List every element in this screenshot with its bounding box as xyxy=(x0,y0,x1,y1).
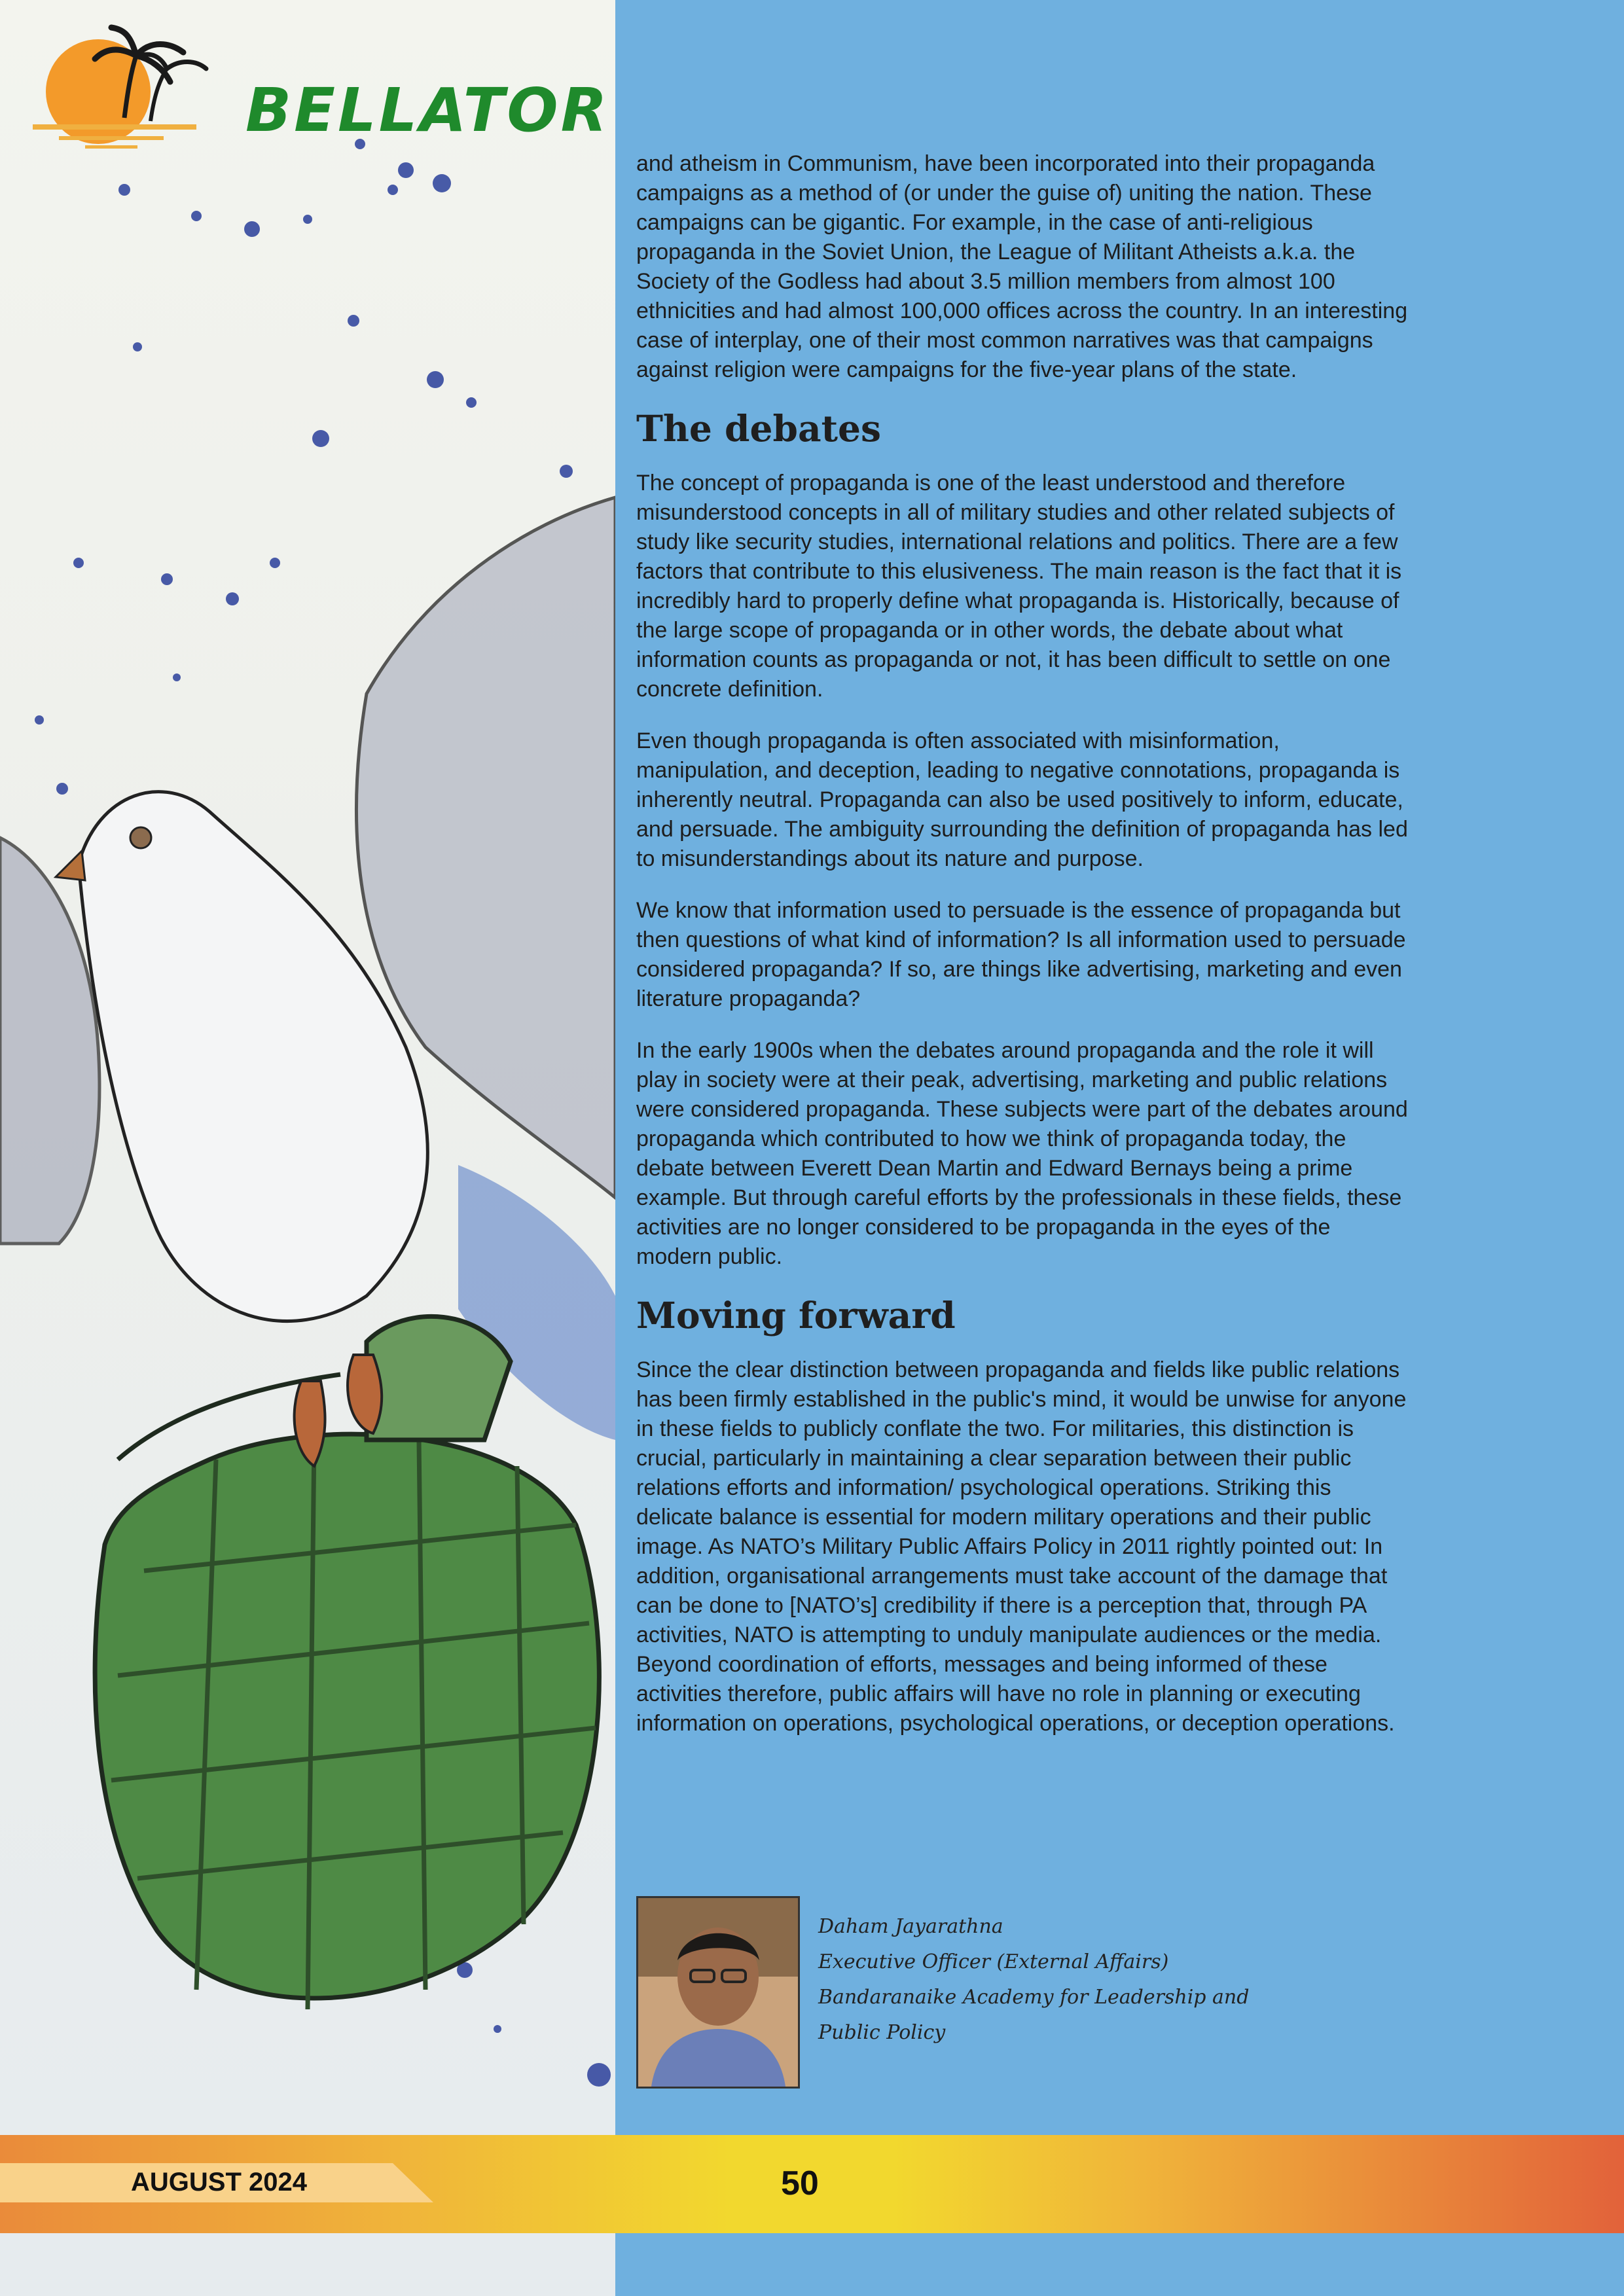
brand-name: BELLATOR xyxy=(245,75,610,145)
author-org: Bandaranaike Academy for Leadership and xyxy=(818,1986,1250,2009)
author-name: Daham Jayarathna xyxy=(818,1915,1003,1938)
author-org-cont: Public Policy xyxy=(818,2021,946,2044)
paragraph: and atheism in Communism, have been incorporated into their propaganda campaigns as a method of (or under the guise of) uniting the nation. These campaigns can be gigantic. For example, in the case of anti-religious propaganda in the Soviet Union, the League of Militant Atheists a.k.a. the Society of the Godless had about 3.5 million members from almost 100 ethnicities and had almost 100,000 offices across the country. In an interesting case of interplay, one of their most common narratives was that campaigns against religion were campaigns for the five-year plans of the state. xyxy=(636,151,1408,382)
page-footer xyxy=(0,2135,1624,2233)
paragraph: We know that information used to persuade is the essence of propaganda but then questions of what kind of information? Is all information used to persuade considered propaganda? If so, are things like advertising, marketing and even literature propaganda? xyxy=(636,898,1406,1011)
palm-sunset-icon xyxy=(20,20,229,170)
issue-date: AUGUST 2024 xyxy=(131,2168,307,2197)
section-heading: The debates xyxy=(636,407,881,450)
section-heading: Moving forward xyxy=(636,1294,956,1336)
paragraph: Since the clear distinction between propaganda and fields like public relations has been firmly established in the public's mind, it would be unwise for anyone in these fields to publicly conflate the two. For militaries, this distinction is crucial, particularly in maintaining a clear separation between their public relations efforts and information/ psychological operations. Striking this delicate balance is essential for modern military operations and their public image. As NATO’s Military Public Affairs Policy in 2011 rightly pointed out: In addition, organisational arrangements must take account of the damage that can be done to [NATO’s] credibility if there is a perception that, through PA activities, NATO is attempting to unduly manipulate audiences or the media. Beyond coordination of efforts, messages and being informed of these activities therefore, public affairs will have no role in planning or executing information on operations, psychological operations, or deception operations. xyxy=(636,1357,1407,1736)
article-body xyxy=(636,149,1409,1761)
paragraph: The concept of propaganda is one of the least understood and therefore misunderstood concepts in all of military studies and other related subjects of study like security studies, international relations and politics. There are a few factors that contribute to this elusiveness. The main reason is the fact that it is incredibly hard to properly define what propaganda is. Historically, because of the large scope of propaganda or in other words, the debate about what information counts as propaganda or not, it has been difficult to settle on one concrete definition. xyxy=(636,471,1402,702)
grenade xyxy=(95,1316,599,2009)
artwork-panel xyxy=(0,0,615,2296)
dove-grenade-illustration xyxy=(0,0,615,2134)
page-number: 50 xyxy=(781,2164,819,2202)
bellator-logo xyxy=(20,20,610,170)
author-title: Executive Officer (External Affairs) xyxy=(818,1950,1169,1973)
paragraph: In the early 1900s when the debates around propaganda and the role it will play in society were at their peak, advertising, marketing and public relations were considered propaganda. These subjects were part of the debates around propaganda which contributed to how we think of propaganda today, the debate between Everett Dean Martin and Edward Bernays being a prime example. But through careful efforts by the professionals in these fields, these activities are no longer considered to be propaganda in the eyes of the modern public. xyxy=(636,1038,1408,1269)
paragraph: Even though propaganda is often associated with misinformation, manipulation, and deception, leading to negative connotations, propaganda is inherently neutral. Propaganda can also be used positively to inform, educate, and persuade. The ambiguity surrounding the definition of propaganda has led to misunderstandings about its nature and purpose. xyxy=(636,728,1408,871)
author-photo xyxy=(636,1896,800,2089)
author-block xyxy=(636,1896,1291,2087)
